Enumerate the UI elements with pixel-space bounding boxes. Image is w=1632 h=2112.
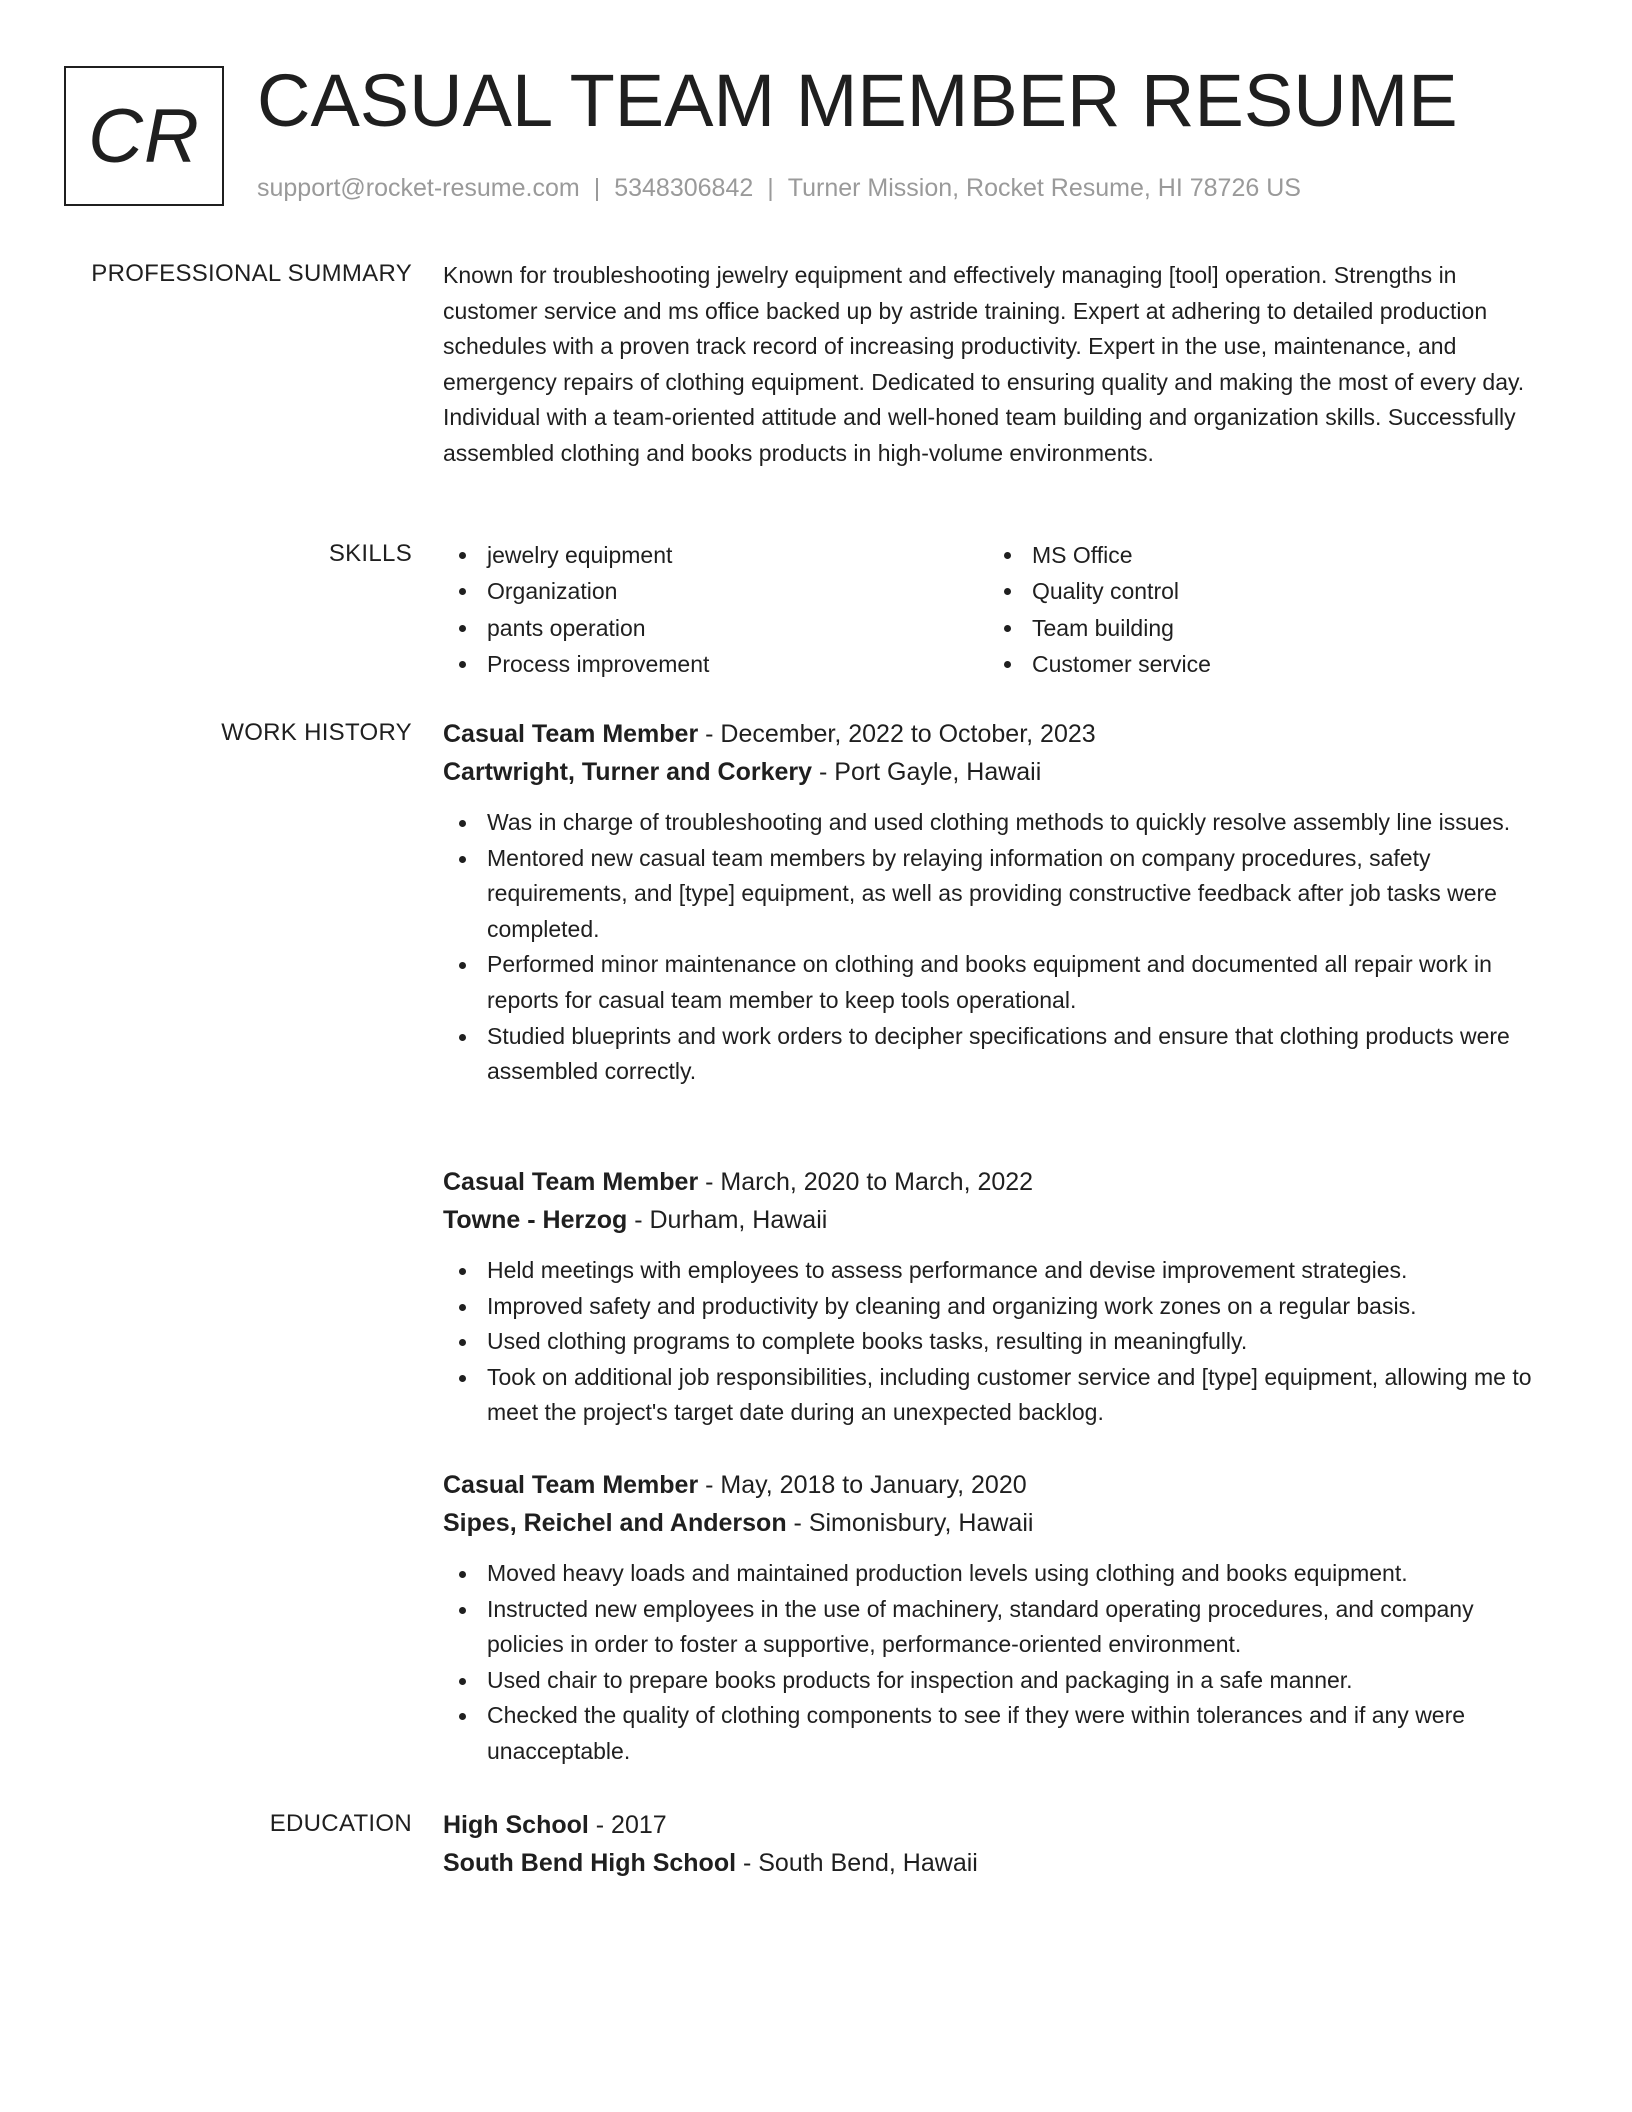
initials-monogram	[64, 66, 224, 206]
summary-label: PROFESSIONAL SUMMARY	[91, 260, 412, 287]
job-title-line	[443, 1466, 1553, 1504]
skills-column-right	[988, 537, 1533, 682]
skill-item: Quality control	[988, 573, 1533, 609]
initials: CR	[88, 93, 200, 179]
job-duty: Used clothing programs to complete books tasks, resulting in meaningfully.	[443, 1324, 1553, 1360]
job-title-line	[443, 1163, 1553, 1201]
job-title: Casual Team Member	[443, 720, 699, 748]
job-company: Cartwright, Turner and Corkery	[443, 758, 813, 786]
skill-item: Customer service	[988, 646, 1533, 682]
skill-item: MS Office	[988, 537, 1533, 573]
job-duties	[443, 1253, 1553, 1431]
job-entry	[443, 715, 1553, 1090]
skills-label: SKILLS	[328, 540, 412, 567]
job-location: - Port Gayle, Hawaii	[812, 758, 1042, 786]
job-duty: Checked the quality of clothing components to see if they were within tolerances and if any were unacceptable.	[443, 1698, 1553, 1769]
job-duty: Took on additional job responsibilities, including customer service and [type] equipment, allowing me to meet the project's target date during an unexpected backlog.	[443, 1360, 1553, 1431]
job-duty: Performed minor maintenance on clothing and books equipment and documented all repair work in reports for casual team member to keep tools operational.	[443, 947, 1553, 1018]
skill-item: jewelry equipment	[443, 537, 988, 573]
job-company-line	[443, 1201, 1553, 1239]
job-title: Casual Team Member	[443, 1168, 699, 1196]
job-company: Towne - Herzog	[443, 1206, 628, 1234]
work-history-label: WORK HISTORY	[221, 719, 412, 746]
job-dates: - December, 2022 to October, 2023	[698, 720, 1096, 748]
job-duty: Used chair to prepare books products for inspection and packaging in a safe manner.	[443, 1663, 1553, 1699]
job-entry	[443, 1466, 1553, 1770]
job-company-line	[443, 1504, 1553, 1542]
graduation-year: - 2017	[588, 1811, 667, 1839]
contact-address: Turner Mission, Rocket Resume, HI 78726 US	[787, 174, 1301, 202]
job-title: Casual Team Member	[443, 1471, 699, 1499]
school-location: - South Bend, Hawaii	[736, 1849, 978, 1877]
job-duty: Studied blueprints and work orders to decipher specifications and ensure that clothing products were assembled correctly.	[443, 1019, 1553, 1090]
job-company-line	[443, 753, 1553, 791]
job-duty: Instructed new employees in the use of machinery, standard operating procedures, and company policies in order to foster a supportive, performance-oriented environment.	[443, 1592, 1553, 1663]
job-duty: Improved safety and productivity by cleaning and organizing work zones on a regular basis.	[443, 1289, 1553, 1325]
contact-email: support@rocket-resume.com	[257, 174, 580, 202]
education-label: EDUCATION	[269, 1810, 412, 1837]
job-duties	[443, 1556, 1553, 1770]
skill-item: pants operation	[443, 610, 988, 646]
summary-text: Known for troubleshooting jewelry equipment and effectively managing [tool] operation. Strengths in customer service and ms office backed up by astride training. Expert at adhering to detailed production schedules with a proven track record of increasing productivity. Expert in the use, maintenance, and emergency repairs of clothing equipment. Dedicated to ensuring quality and making the most of every day. Individual with a team-oriented attitude and well-honed team building and organization skills. Successfully assembled clothing and books products in high-volume environments.	[443, 262, 1525, 466]
skill-item: Process improvement	[443, 646, 988, 682]
degree-line	[443, 1806, 1553, 1844]
job-title-line	[443, 715, 1553, 753]
contact-phone: 5348306842	[614, 174, 754, 202]
job-duty: Held meetings with employees to assess performance and devise improvement strategies.	[443, 1253, 1553, 1289]
job-company: Sipes, Reichel and Anderson	[443, 1509, 787, 1537]
job-duty: Was in charge of troubleshooting and used clothing methods to quickly resolve assembly line issues.	[443, 805, 1553, 841]
job-dates: - March, 2020 to March, 2022	[698, 1168, 1034, 1196]
resume-title: CASUAL TEAM MEMBER RESUME	[257, 59, 1458, 142]
degree: High School	[443, 1811, 589, 1839]
skills-column-left	[443, 537, 988, 682]
contact-separator: |	[593, 174, 601, 202]
school-line	[443, 1844, 1553, 1882]
job-duties	[443, 805, 1553, 1090]
job-duty: Mentored new casual team members by relaying information on company procedures, safety requirements, and [type] equipment, as well as providing constructive feedback after job tasks were completed.	[443, 841, 1553, 948]
job-location: - Durham, Hawaii	[627, 1206, 828, 1234]
skill-item: Organization	[443, 573, 988, 609]
job-location: - Simonisbury, Hawaii	[786, 1509, 1034, 1537]
education-entry	[443, 1806, 1553, 1882]
job-dates: - May, 2018 to January, 2020	[698, 1471, 1027, 1499]
job-entry	[443, 1163, 1553, 1431]
school-name: South Bend High School	[443, 1849, 737, 1877]
job-duty: Moved heavy loads and maintained production levels using clothing and books equipment.	[443, 1556, 1553, 1592]
contact-line	[257, 172, 1301, 204]
skill-item: Team building	[988, 610, 1533, 646]
contact-separator: |	[767, 174, 774, 202]
